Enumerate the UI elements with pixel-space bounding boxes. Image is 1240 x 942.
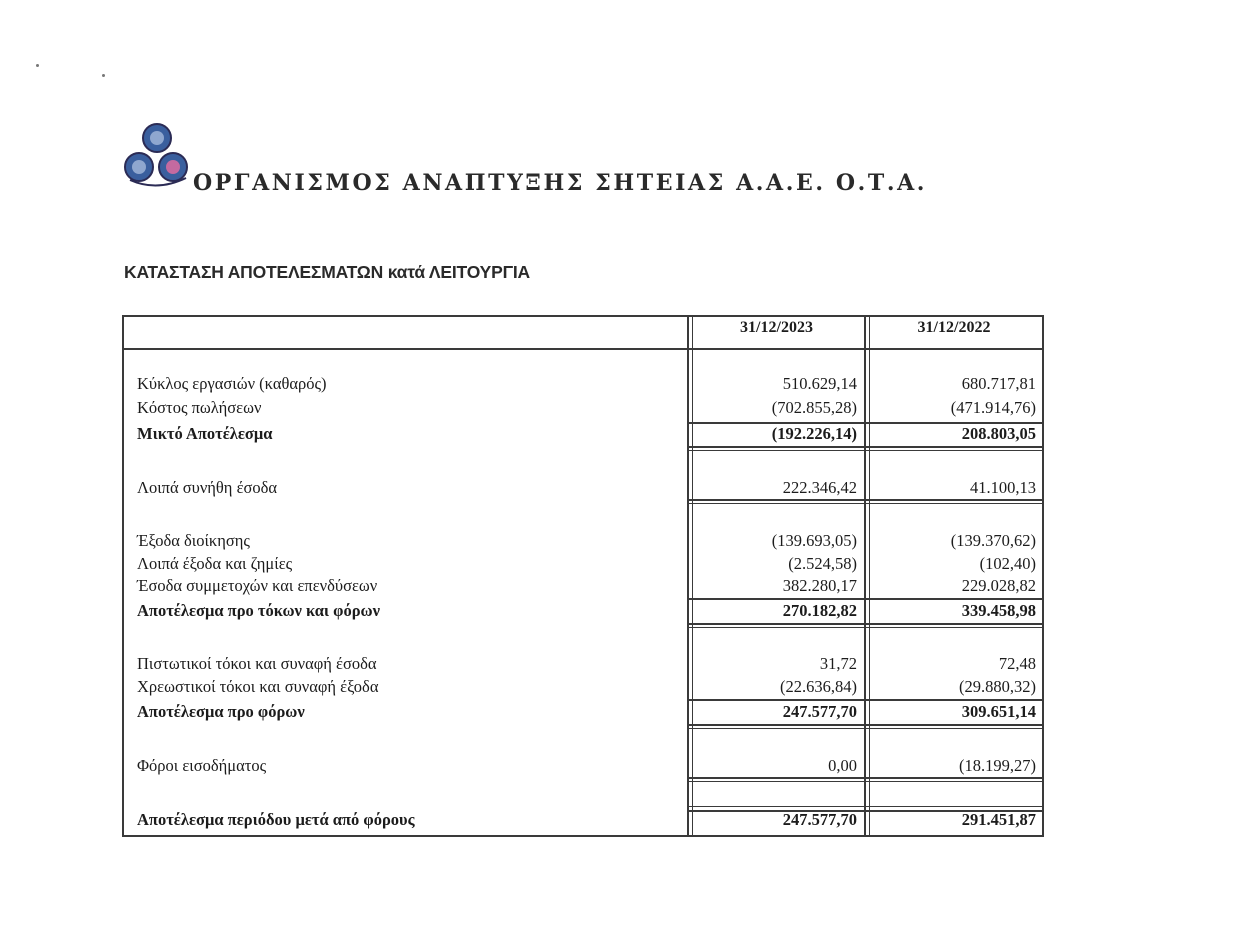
table-row — [0, 677, 1240, 699]
row-label: Χρεωστικοί τόκοι και συναφή έξοδα — [137, 677, 379, 696]
row-label: Λοιπά συνήθη έσοδα — [137, 478, 278, 497]
value-2022: 291.451,87 — [961, 810, 1036, 829]
value-2022: (471.914,76) — [950, 398, 1036, 417]
value-2023: 247.577,70 — [782, 810, 857, 829]
value-2023: 382.280,17 — [782, 576, 857, 595]
value-2023: (192.226,14) — [771, 424, 857, 443]
organization-name: ΟΡΓΑΝΙΣΜΟΣ ΑΝΑΠΤΥΞΗΣ ΣΗΤΕΙΑΣ Α.Α.Ε. Ο.Τ.Α. — [193, 170, 928, 196]
value-2022: (18.199,27) — [959, 756, 1036, 775]
row-label: Κύκλος εργασιών (καθαρός) — [137, 374, 327, 393]
value-2023: (702.855,28) — [771, 398, 857, 417]
value-2022: 41.100,13 — [970, 478, 1036, 497]
table-row — [0, 702, 1240, 724]
row-label: Μικτό Αποτέλεσμα — [137, 424, 273, 443]
row-label: Λοιπά έξοδα και ζημίες — [137, 554, 293, 573]
value-2022: (102,40) — [979, 554, 1036, 573]
table-row — [0, 478, 1240, 500]
value-2023: 222.346,42 — [782, 478, 857, 497]
value-2023: 31,72 — [819, 654, 857, 673]
table-row — [0, 554, 1240, 576]
table-row — [0, 424, 1240, 446]
value-2022: 72,48 — [998, 654, 1036, 673]
table-row — [0, 756, 1240, 778]
value-2022: (29.880,32) — [959, 677, 1036, 696]
table-row — [0, 654, 1240, 676]
value-2022: 339.458,98 — [961, 601, 1036, 620]
value-2023: 0,00 — [828, 756, 857, 775]
row-label: Κόστος πωλήσεων — [137, 398, 262, 417]
value-2023: (2.524,58) — [788, 554, 857, 573]
table-row — [0, 398, 1240, 420]
column-header-2023: 31/12/2023 — [740, 319, 813, 336]
table-row — [0, 531, 1240, 553]
value-2022: 208.803,05 — [961, 424, 1036, 443]
table-row — [0, 810, 1240, 832]
row-label: Πιστωτικοί τόκοι και συναφή έσοδα — [137, 654, 377, 673]
row-label: Αποτέλεσμα προ φόρων — [137, 702, 305, 721]
value-2022: 680.717,81 — [961, 374, 1036, 393]
value-2023: (22.636,84) — [780, 677, 857, 696]
document-title: ΚΑΤΑΣΤΑΣΗ ΑΠΟΤΕΛΕΣΜΑΤΩΝ κατά ΛΕΙΤΟΥΡΓΙΑ — [124, 262, 530, 282]
row-label: Φόροι εισοδήματος — [137, 756, 267, 775]
table-row — [0, 374, 1240, 396]
table-row — [0, 576, 1240, 598]
row-label: Έσοδα συμμετοχών και επενδύσεων — [137, 576, 378, 595]
value-2022: (139.370,62) — [950, 531, 1036, 550]
table-row — [0, 601, 1240, 623]
row-label: Αποτέλεσμα περιόδου μετά από φόρους — [137, 810, 415, 829]
value-2022: 229.028,82 — [961, 576, 1036, 595]
row-label: Αποτέλεσμα προ τόκων και φόρων — [137, 601, 380, 620]
row-label: Έξοδα διοίκησης — [137, 531, 250, 550]
value-2023: 270.182,82 — [782, 601, 857, 620]
value-2023: (139.693,05) — [771, 531, 857, 550]
value-2023: 247.577,70 — [782, 702, 857, 721]
value-2022: 309.651,14 — [961, 702, 1036, 721]
value-2023: 510.629,14 — [782, 374, 857, 393]
column-header-2022: 31/12/2022 — [917, 319, 991, 336]
